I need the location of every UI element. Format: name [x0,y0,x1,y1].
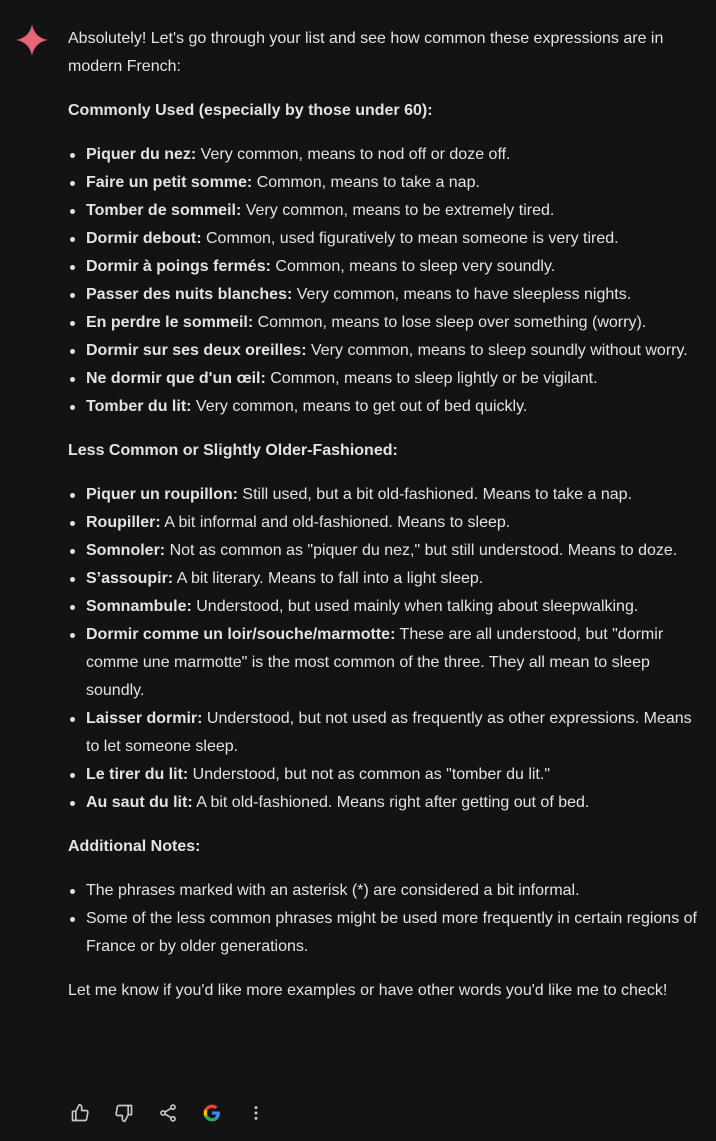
list-item: Somnoler: Not as common as "piquer du nez," but still understood. Means to doze. [68,537,698,565]
list-item: Dormir sur ses deux oreilles: Very common, means to sleep soundly without worry. [68,337,698,365]
list-item: Le tirer du lit: Understood, but not as common as "tomber du lit." [68,761,698,789]
list-item: The phrases marked with an asterisk (*) are considered a bit informal. [68,877,698,905]
list-item: Somnambule: Understood, but used mainly when talking about sleepwalking. [68,593,698,621]
thumbs-up-button[interactable] [68,1101,92,1125]
list-item: Piquer du nez: Very common, means to nod off or doze off. [68,141,698,169]
response-actions [68,1101,288,1125]
section-heading-notes: Additional Notes: [68,838,201,855]
list-item: En perdre le sommeil: Common, means to lose sleep over something (worry). [68,309,698,337]
thumbs-up-icon [70,1103,90,1123]
more-vert-icon [246,1103,266,1123]
list-item: Dormir debout: Common, used figuratively to mean someone is very tired. [68,225,698,253]
list-item: Roupiller: A bit informal and old-fashioned. Means to sleep. [68,509,698,537]
list-item: Passer des nuits blanches: Very common, means to have sleepless nights. [68,281,698,309]
google-icon [202,1103,222,1123]
list-item: Dormir à poings fermés: Common, means to sleep very soundly. [68,253,698,281]
thumbs-down-icon [114,1103,134,1123]
list-item: Faire un petit somme: Common, means to take a nap. [68,169,698,197]
list-less-common [68,481,698,817]
list-item: Tomber du lit: Very common, means to get out of bed quickly. [68,393,698,421]
thumbs-down-button[interactable] [112,1101,136,1125]
section-heading-common: Commonly Used (especially by those under 60): [68,102,433,119]
list-common [68,141,698,421]
intro-paragraph: Absolutely! Let's go through your list and see how common these expressions are in modern French: [68,30,664,75]
list-item: S’assoupir: A bit literary. Means to fall into a light sleep. [68,565,698,593]
list-item: Dormir comme un loir/souche/marmotte: These are all understood, but "dormir comme une marmotte" is the most common of the three. They all mean to sleep soundly. [68,621,698,705]
gemini-sparkle-icon [14,22,50,58]
response-message [68,25,698,1005]
google-check-button[interactable] [200,1101,224,1125]
list-notes [68,877,698,961]
list-item: Au saut du lit: A bit old-fashioned. Means right after getting out of bed. [68,789,698,817]
list-item: Piquer un roupillon: Still used, but a bit old-fashioned. Means to take a nap. [68,481,698,509]
section-heading-less-common: Less Common or Slightly Older-Fashioned: [68,442,398,459]
more-options-button[interactable] [244,1101,268,1125]
share-icon [158,1103,178,1123]
list-item: Laisser dormir: Understood, but not used as frequently as other expressions. Means to let someone sleep. [68,705,698,761]
closing-paragraph: Let me know if you'd like more examples or have other words you'd like me to check! [68,982,668,999]
share-button[interactable] [156,1101,180,1125]
list-item: Tomber de sommeil: Very common, means to be extremely tired. [68,197,698,225]
list-item: Some of the less common phrases might be used more frequently in certain regions of France or by older generations. [68,905,698,961]
list-item: Ne dormir que d'un œil: Common, means to sleep lightly or be vigilant. [68,365,698,393]
